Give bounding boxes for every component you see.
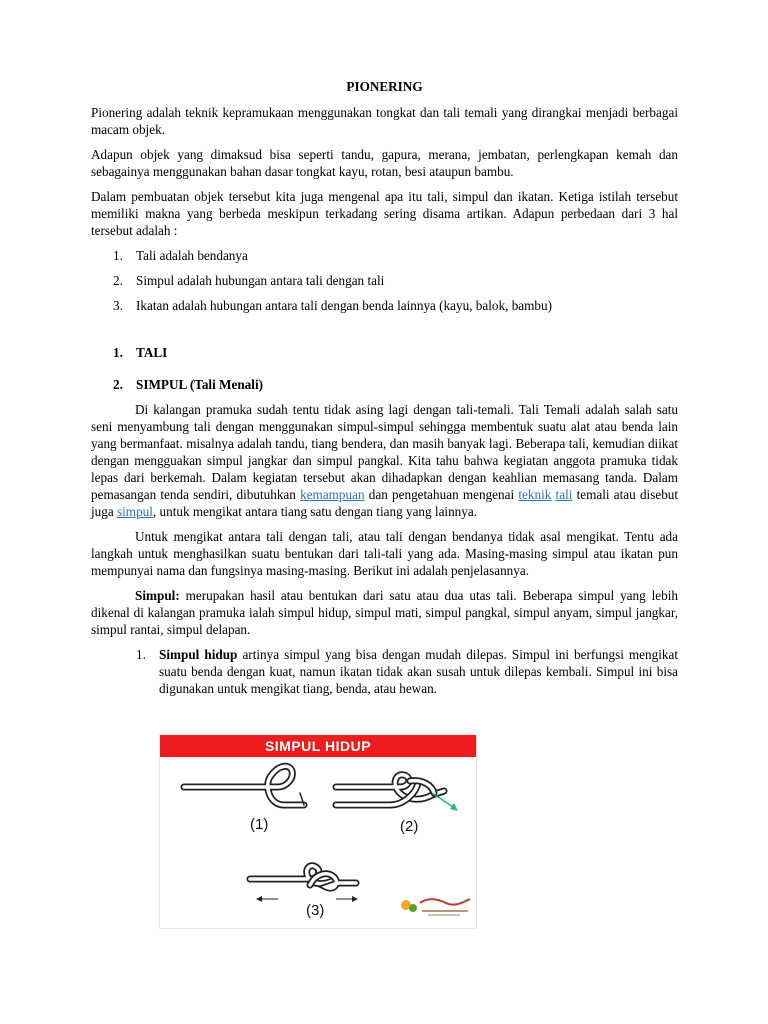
simpul-definition: Simpul: merupakan hasil atau bentukan dari satu atau dua utas tali. Beberapa simpul yang lebih dikenal di kalangan pramuka ialah simpul hidup, simpul mati, simpul pangkal, simpul anyam, simpul jangkar, simpul rantai, simpul delapan. — [91, 588, 678, 637]
link-simpul[interactable]: simpul — [117, 504, 153, 519]
list-item: 2. Simpul adalah hubungan antara tali dengan tali — [113, 273, 385, 288]
link-teknik[interactable]: teknik — [518, 487, 552, 502]
pull-arrow-icon — [432, 793, 458, 811]
step-3-label: (3) — [306, 902, 325, 919]
section-heading-simpul: 2. SIMPUL (Tali Menali) — [113, 377, 263, 392]
link-kemampuan[interactable]: kemampuan — [300, 487, 365, 502]
figure-title: SIMPUL HIDUP — [264, 738, 372, 754]
section-headings — [91, 344, 678, 393]
list-item: 1. Simpul hidup artinya simpul yang bisa dengan mudah dilepas. Simpul ini berfungsi mengikat suatu benda dengan kuat, namun ikatan tidak akan susah untuk dilepas kembali. Simpul ini bisa digunakan untuk mengikat tiang, benda, atau hewan. — [136, 647, 678, 696]
document-page — [91, 78, 678, 705]
simpul-paragraph-1: Di kalangan pramuka sudah tentu tidak asing lagi dengan tali-temali. Tali Temali adalah salah satu seni menyambung tali dengan menggunakan simpul-simpul sehingga membentuk suatu alat atau benda lain yang bermanfaat. misalnya adalah tandu, tiang bendera, dan masih banyak lagi. Beberapa tali, kemudian diikat dengan mengguakan simpul jangkar dan simpul pangkal. Kita tahu bahwa kegiatan anggota pramuka tidak lepas dari berkemah. Dalam kegiatan tersebut akan dihadapkan dengan keahlian memasang tanda. Dalam pemasangan tenda sendiri, dibutuhkan kemampuan dan pengetahuan mengenai teknik tali temali atau disebut juga simpul, untuk mengikat antara tiang satu dengan tiang yang lainnya. — [91, 402, 679, 519]
blog-watermark-logo — [398, 893, 472, 919]
simpul-paragraph-2: Untuk mengikat antara tali dengan tali, atau tali dengan bendanya tidak asal mengikat. Tentu ada langkah untuk menghasilkan suatu bentukan dari tali-tali yang ada. Masing-masing simpul atau ikatan pun mempunyai nama dan fungsinya masing-masing. Berikut ini adalah penjelasannya. — [91, 529, 678, 578]
definition-list — [91, 247, 678, 314]
section-heading-tali: 1. TALI — [113, 345, 168, 360]
page-title: PIONERING — [346, 79, 423, 94]
intro-paragraph-3: Dalam pembuatan objek tersebut kita juga mengenal apa itu tali, simpul dan ikatan. Ketiga istilah tersebut memiliki makna yang berbeda meskipun terkadang sering disama artikan. Adapun perbedaan dari 3 hal tersebut adalah : — [91, 189, 678, 238]
step-2-label: (2) — [400, 818, 419, 835]
knot-step-3-illustration — [250, 866, 356, 888]
intro-paragraph-2: Adapun objek yang dimaksud bisa seperti tandu, gapura, merana, jembatan, perlengkapan kemah dan sebagainya menggunakan bahan dasar tongkat kayu, rotan, besi ataupun bambu. — [91, 147, 678, 179]
list-item: 3. Ikatan adalah hubungan antara tali dengan benda lainnya (kayu, balok, bambu) — [113, 298, 552, 313]
knot-step-1-illustration — [184, 766, 304, 805]
link-tali[interactable]: tali — [555, 487, 573, 502]
simpul-hidup-figure — [159, 734, 477, 929]
simpul-type-list — [91, 646, 678, 697]
knot-step-2-illustration — [336, 775, 444, 805]
left-arrow-icon — [256, 896, 278, 902]
right-arrow-icon — [336, 896, 358, 902]
list-item: 1. Tali adalah bendanya — [113, 248, 248, 263]
intro-paragraph-1: Pionering adalah teknik kepramukaan menggunakan tongkat dan tali temali yang dirangkai menjadi berbagai macam objek. — [91, 105, 678, 137]
step-1-label: (1) — [250, 816, 269, 833]
